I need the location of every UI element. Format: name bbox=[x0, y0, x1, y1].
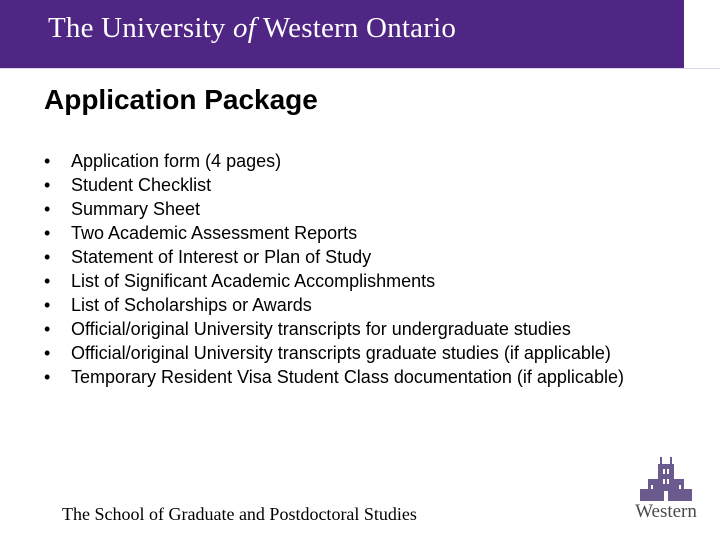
list-item bbox=[44, 173, 684, 197]
list-item bbox=[44, 269, 684, 293]
footer-school-name: The School of Graduate and Postdoctoral Studies bbox=[62, 504, 417, 524]
list-item bbox=[44, 293, 684, 317]
list-item-text: Official/original University transcripts graduate studies (if applicable) bbox=[71, 343, 611, 363]
bullet: • bbox=[44, 271, 51, 291]
bullet: • bbox=[44, 343, 51, 363]
bullet: • bbox=[44, 295, 51, 315]
list-item bbox=[44, 365, 684, 387]
bullet: • bbox=[44, 247, 51, 267]
university-name-part-2: Western Ontario bbox=[255, 12, 457, 44]
logo-wordmark: Western bbox=[635, 501, 697, 522]
bullet: • bbox=[44, 319, 51, 339]
western-logo bbox=[630, 455, 702, 525]
list-item bbox=[44, 245, 684, 269]
list-item bbox=[44, 317, 684, 341]
list-item-text: Summary Sheet bbox=[71, 199, 201, 219]
list-item-text: Temporary Resident Visa Student Class documentation (if applicable) bbox=[71, 367, 624, 387]
tower-icon bbox=[630, 455, 702, 503]
university-name bbox=[48, 12, 456, 45]
bullet: • bbox=[44, 175, 51, 195]
list-item-text: Statement of Interest or Plan of Study bbox=[71, 247, 372, 267]
bullet: • bbox=[44, 151, 51, 171]
list-item-text: List of Significant Academic Accomplishments bbox=[71, 271, 436, 291]
header-banner bbox=[0, 0, 684, 68]
bullet: • bbox=[44, 223, 51, 243]
banner-edge-strip bbox=[684, 0, 720, 68]
list-item bbox=[44, 149, 684, 173]
header-divider bbox=[0, 68, 720, 69]
list-item bbox=[44, 341, 684, 365]
slide-title: Application Package bbox=[44, 84, 318, 115]
list-item bbox=[44, 197, 684, 221]
university-name-of: of bbox=[233, 12, 256, 44]
list-item-text: Two Academic Assessment Reports bbox=[71, 223, 358, 243]
list-item-text: Application form (4 pages) bbox=[71, 151, 282, 171]
list-item-text: List of Scholarships or Awards bbox=[71, 295, 312, 315]
bullet: • bbox=[44, 199, 51, 219]
list-item-text: Official/original University transcripts for undergraduate studies bbox=[71, 319, 571, 339]
list-item-text: Student Checklist bbox=[71, 175, 212, 195]
application-items-list bbox=[44, 149, 684, 387]
bullet: • bbox=[44, 367, 51, 387]
list-item bbox=[44, 221, 684, 245]
university-name-part-1: The University bbox=[48, 12, 234, 44]
